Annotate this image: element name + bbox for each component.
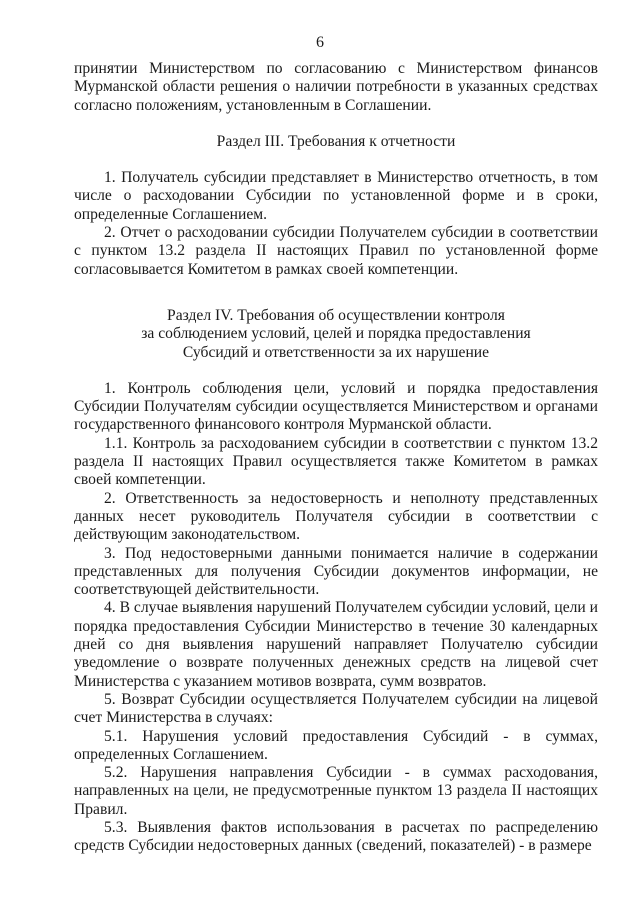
section-4-item-5-1: 5.1. Нарушения условий предоставления Субсидий - в суммах, определенных Соглашением. — [74, 727, 598, 763]
section-3-item-1: 1. Получатель субсидии представляет в Министерство отчетность, в том числе о расходовании Субсидии по установленной форме и в сроки, определенные Соглашением. — [74, 169, 598, 223]
intro-paragraph: принятии Министерством по согласованию с Министерством финансов Мурманской области решения о наличии потребности в указанных средствах согласно положениям, установленным в Соглашении. — [74, 60, 598, 114]
section-3-item-2: 2. Отчет о расходовании субсидии Получателем субсидии в соответствии с пунктом 13.2 раздела II настоящих Правил по установленной форме согласовывается Комитетом в рамках своей компетенции. — [74, 224, 598, 278]
section-4-item-5-2: 5.2. Нарушения направления Субсидии - в суммах расходования, направленных на цели, не предусмотренные пунктом 13 раздела II настоящих Правил. — [74, 764, 598, 818]
section-4-item-3: 3. Под недостоверными данными понимается наличие в содержании представленных для получения Субсидии документов информации, не соответствующей действительности. — [74, 544, 598, 599]
section-4-item-1: 1. Контроль соблюдения цели, условий и порядка предоставления Субсидии Получателям субсидии осуществляется Министерством и органами государственного финансового контроля Мурманской области. — [74, 379, 598, 434]
section-4-item-5-3: 5.3. Выявления фактов использования в расчетах по распределению средств Субсидии недостоверных данных (сведений, показателей) - в размере — [74, 818, 598, 855]
page-number: 6 — [316, 34, 324, 51]
section-3-title: Раздел III. Требования к отчетности — [216, 132, 456, 150]
section-4-item-5: 5. Возврат Субсидии осуществляется Получателем субсидии на лицевой счет Министерства в случаях: — [74, 690, 598, 727]
section-4-item-1-1: 1.1. Контроль за расходованием субсидии в соответствии с пунктом 13.2 раздела II настоящих Правил осуществляется также Комитетом в рамках своей компетенции. — [74, 434, 598, 489]
section-4-title-line-1: Раздел IV. Требования об осуществлении контроля — [167, 306, 505, 324]
document-body — [74, 60, 598, 856]
section-4-title-line-3: Субсидий и ответственности за их нарушение — [182, 343, 490, 361]
section-4-title-line-2: за соблюдением условий, целей и порядка предоставления — [141, 325, 531, 343]
section-4-item-2: 2. Ответственность за недостоверность и неполноту представленных данных несет руководитель Получателя субсидии в соответствии с действующим законодательством. — [74, 489, 598, 544]
section-4-item-4: 4. В случае выявления нарушений Получателем субсидии условий, цели и порядка предоставления Субсидии Министерство в течение 30 календарных дней со дня выявления нарушений направляет Получателю субсидии уведомление о возврате полученных денежных средств на лицевой счет Министерства с указанием мотивов возврата, сумм возвратов. — [74, 599, 598, 690]
